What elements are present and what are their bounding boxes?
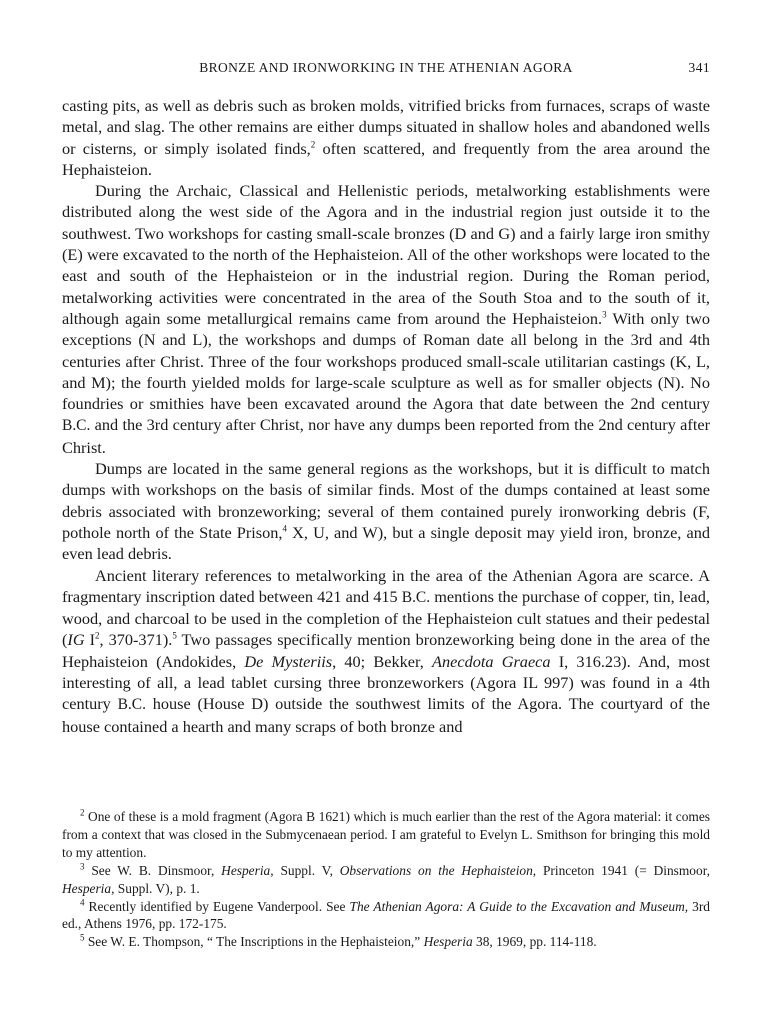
footnote-text: One of these is a mold fragment (Agora B 1621) which is much earlier than the rest of the Agora material: it comes from a context that was closed in the Submycenaean period. I am grateful to Evelyn L. Smithson for bringing this mold to my attention. <box>62 809 710 860</box>
footnote-ref-3: 3 <box>602 309 607 320</box>
page-number: 341 <box>688 60 710 75</box>
paragraph-3 <box>62 458 710 564</box>
inscription-corpus-abbrev: IG <box>67 630 85 650</box>
era-abbreviation: B.C. <box>62 417 91 435</box>
paragraph-text: house (House D) outside the southwest limits of the Agora. The courtyard of the house contained a hearth and many scraps of both bronze and <box>62 694 710 736</box>
footnote-ref-2: 2 <box>310 139 316 150</box>
paragraph-text: and the 3rd century after Christ, nor have any dumps been reported from the 2nd century after Christ. <box>62 415 710 457</box>
footnote-text: Princeton 1941 (= Dinsmoor, <box>536 862 710 878</box>
footnote-marker: 2 <box>80 807 85 818</box>
footnote-text: Suppl. V), p. 1. <box>114 880 200 896</box>
footnotes <box>62 808 710 951</box>
body-text <box>62 95 710 737</box>
paragraph-text: , 40; Bekker, <box>332 651 433 671</box>
footnote-text: 3rd ed., Athens 1976, pp. 172-175. <box>62 898 710 932</box>
paragraph-text: mentions the purchase of copper, tin, lead, wood, and charcoal to be used in the completion of the Hephaisteion cult statues and their pedestal ( <box>62 586 710 650</box>
paragraph-1 <box>62 95 710 180</box>
footnote-ref-5: 5 <box>172 631 177 641</box>
footnote-3 <box>62 862 710 898</box>
paragraph-text: I <box>84 630 96 650</box>
paragraph-text: Two passages specifically mention bronzeworking being done in the area of the Hephaisteion (Andokides, <box>62 630 710 671</box>
paragraph-text: X, U, and W), but a single deposit may yield iron, bronze, and even lead debris. <box>62 522 710 564</box>
footnote-text: 38, 1969, pp. 114-118. <box>472 934 597 950</box>
footnote-text: Recently identified by Eugene Vanderpool. See <box>84 898 350 914</box>
paragraph-text: During the Archaic, Classical and Hellenistic periods, metalworking establishments were distributed along the west side of the Agora and in the industrial region just outside it to the southwest. Two workshops for casting small-scale bronzes (D and G) and a fairly large iron smithy (E) were excavated to the north of the Hephaisteion. All of the other workshops were located to the east and south of the Hephaisteion or in the industrial region. During the Roman period, metalworking activities were concentrated in the area of the South Stoa and to the south of it, although again some metallurgical remains came from around the Hephaisteion. <box>62 181 710 328</box>
work-title: De Mysteriis <box>244 651 333 671</box>
footnote-ref-4: 4 <box>282 523 287 534</box>
footnote-marker: 4 <box>80 897 85 908</box>
journal-title: Hesperia, <box>221 862 274 878</box>
paragraph-4 <box>62 565 710 737</box>
paragraph-2 <box>62 180 710 458</box>
footnote-text: See W. E. Thompson, “ The Inscriptions in the Hephaisteion,” <box>84 934 424 950</box>
footnote-marker: 3 <box>80 861 85 872</box>
era-abbreviation: B.C. <box>117 696 146 714</box>
paragraph-text: Dumps are located in the same general regions as the workshops, but it is difficult to match dumps with workshops on the basis of similar finds. Most of the dumps contained at least some debris associated with bronzeworking; several of them contained purely ironworking debris (F, pothole north of the State Prison, <box>62 459 710 542</box>
footnote-text: See W. B. Dinsmoor, <box>84 862 222 878</box>
footnote-2 <box>62 808 710 862</box>
journal-title: Hesperia, <box>62 880 115 896</box>
paragraph-text: Ancient literary references to metalworking in the area of the Athenian Agora are scarce. A fragmentary inscription dated between 421 and 415 <box>62 565 710 606</box>
running-title: BRONZE AND IRONWORKING IN THE ATHENIAN AGORA <box>199 60 573 75</box>
running-header <box>62 60 710 80</box>
footnote-text: Suppl. V, <box>273 862 340 878</box>
work-title: Anecdota Graeca <box>432 651 551 671</box>
paragraph-text: often scattered, and frequently from the area around the Hephaisteion. <box>62 138 710 179</box>
era-abbreviation: B.C. <box>401 588 431 606</box>
journal-title: Hesperia <box>423 934 473 950</box>
footnote-marker: 5 <box>80 932 85 943</box>
work-title: The Athenian Agora: A Guide to the Excavation and Museum, <box>349 898 689 914</box>
footnote-5 <box>62 933 710 951</box>
volume-superscript: 2 <box>95 631 100 641</box>
paragraph-text: With only two exceptions (N and L), the workshops and dumps of Roman date all belong in the 3rd and 4th centuries after Christ. Three of the four workshops produced small-scale utilitarian castings (K, L, and M); the fourth yielded molds for large-scale sculpture as well as for smaller objects (N). No foundries or smithies have been excavated around the Agora that date between the 2nd century <box>62 308 710 414</box>
paragraph-text: , 370-371). <box>99 630 173 650</box>
footnote-4 <box>62 898 710 934</box>
paragraph-text: I, 316.23). And, most interesting of all, a lead tablet cursing three bronzeworkers (Agora IL 997) was found in a 4th century <box>62 651 710 714</box>
work-title: Observations on the Hephaisteion, <box>339 862 537 878</box>
paragraph-text: casting pits, as well as debris such as broken molds, vitrified bricks from furnaces, scraps of waste metal, and slag. The other remains are either dumps situated in shallow holes and abandoned wells or cisterns, or simply isolated finds, <box>62 96 710 158</box>
